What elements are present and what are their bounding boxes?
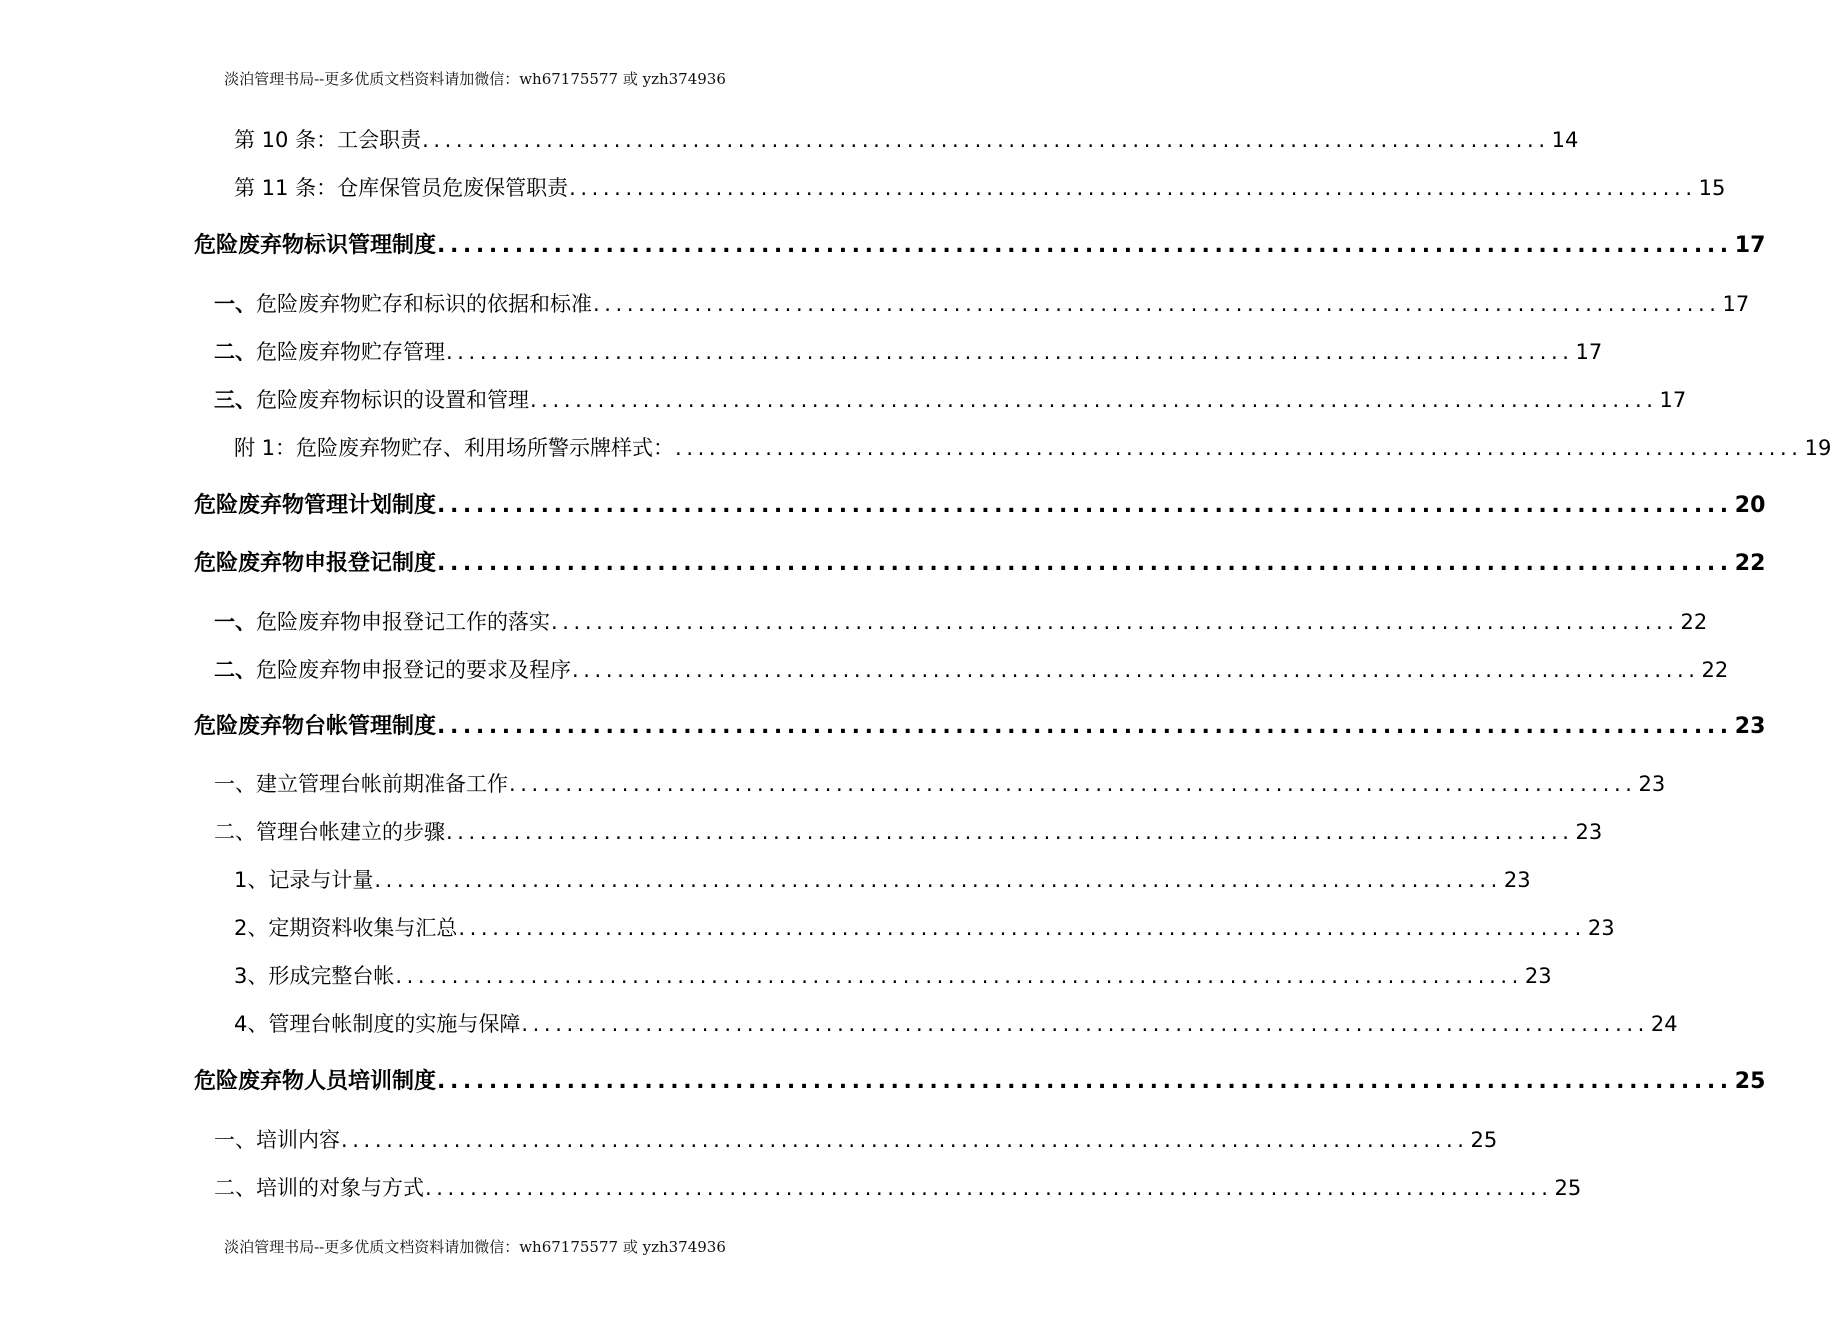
toc-entry-page: 25 xyxy=(1470,1128,1498,1152)
toc-dot-leader: .................................................................................................... xyxy=(593,292,1721,316)
toc-entry-title: 2、定期资料收集与汇总 xyxy=(234,916,458,940)
toc-chapter-page: 17 xyxy=(1734,233,1766,258)
toc-entry-title: 二、危险废弃物贮存管理 xyxy=(214,340,445,364)
toc-entry-title: 一、危险废弃物申报登记工作的落实 xyxy=(214,610,550,634)
toc-dot-leader: .................................................................................................... xyxy=(458,916,1586,940)
toc-chapter[interactable] xyxy=(194,1066,1766,1098)
toc-entry-title: 第 11 条：仓库保管员危废保管职责 xyxy=(234,176,569,200)
toc-entry[interactable] xyxy=(214,384,1687,416)
toc-chapter-title: 危险废弃物台帐管理制度 xyxy=(194,714,437,739)
toc-entry[interactable] xyxy=(234,1008,1678,1040)
page-footer: 淡泊管理书局--更多优质文档资料请加微信：wh67175577 或 yzh374936 xyxy=(224,1238,726,1256)
toc-entry-page: 17 xyxy=(1722,292,1750,316)
toc-entry-title: 附 1：危险废弃物贮存、利用场所警示牌样式： xyxy=(234,436,675,460)
toc-entry-title: 1、记录与计量 xyxy=(234,868,374,892)
toc-dot-leader: .................................................................................................... xyxy=(437,551,1733,576)
toc-entry-number: 三、 xyxy=(214,388,256,412)
toc-entry[interactable] xyxy=(214,816,1603,848)
toc-dot-leader: .................................................................................................... xyxy=(572,658,1700,682)
toc-entry-page: 23 xyxy=(1575,820,1603,844)
toc-entry-page: 22 xyxy=(1680,610,1708,634)
toc-chapter[interactable] xyxy=(194,548,1766,580)
toc-entry-title: 第 10 条：工会职责 xyxy=(234,128,422,152)
toc-chapter[interactable] xyxy=(194,230,1766,262)
toc-entry-title: 二、危险废弃物申报登记的要求及程序 xyxy=(214,658,571,682)
toc-entry-number: 一、 xyxy=(214,610,256,634)
toc-entry[interactable] xyxy=(214,654,1729,686)
toc-entry-title: 一、培训内容 xyxy=(214,1128,340,1152)
toc-entry-page: 23 xyxy=(1503,868,1531,892)
toc-dot-leader: .................................................................................................... xyxy=(569,176,1697,200)
toc-dot-leader: .................................................................................................... xyxy=(521,1012,1649,1036)
toc-entry-title: 二、培训的对象与方式 xyxy=(214,1176,424,1200)
toc-dot-leader: .................................................................................................... xyxy=(437,1069,1733,1094)
toc-dot-leader: .................................................................................................... xyxy=(374,868,1502,892)
toc-chapter-title: 危险废弃物申报登记制度 xyxy=(194,551,437,576)
page-header: 淡泊管理书局--更多优质文档资料请加微信：wh67175577 或 yzh374936 xyxy=(224,70,726,88)
toc-chapter-page: 22 xyxy=(1734,551,1766,576)
toc-entry[interactable] xyxy=(234,864,1531,896)
toc-entry[interactable] xyxy=(214,1124,1498,1156)
toc-entry-page: 14 xyxy=(1551,128,1579,152)
toc-entry-page: 17 xyxy=(1659,388,1687,412)
toc-entry[interactable] xyxy=(234,172,1726,204)
toc-dot-leader: .................................................................................................... xyxy=(422,128,1550,152)
toc-chapter-page: 25 xyxy=(1734,1069,1766,1094)
toc-entry-number: 二、 xyxy=(214,658,256,682)
toc-chapter-title: 危险废弃物管理计划制度 xyxy=(194,493,437,518)
toc-entry-page: 22 xyxy=(1701,658,1729,682)
toc-dot-leader: .................................................................................................... xyxy=(675,436,1803,460)
toc-chapter-title: 危险废弃物人员培训制度 xyxy=(194,1069,437,1094)
toc-chapter-title: 危险废弃物标识管理制度 xyxy=(194,233,437,258)
toc-entry[interactable] xyxy=(214,288,1750,320)
toc-dot-leader: .................................................................................................... xyxy=(551,610,1679,634)
toc-entry-page: 24 xyxy=(1650,1012,1678,1036)
toc-dot-leader: .................................................................................................... xyxy=(530,388,1658,412)
toc-entry-title: 一、危险废弃物贮存和标识的依据和标准 xyxy=(214,292,592,316)
toc-entry[interactable] xyxy=(214,768,1666,800)
toc-dot-leader: .................................................................................................... xyxy=(437,233,1733,258)
toc-entry[interactable] xyxy=(214,336,1603,368)
toc-entry[interactable] xyxy=(214,1172,1582,1204)
toc-chapter[interactable] xyxy=(194,711,1766,743)
toc-chapter-page: 23 xyxy=(1734,714,1766,739)
toc-entry-title: 4、管理台帐制度的实施与保障 xyxy=(234,1012,521,1036)
toc-entry-page: 19 xyxy=(1804,436,1831,460)
toc-entry[interactable] xyxy=(234,124,1579,156)
toc-entry-page: 23 xyxy=(1638,772,1666,796)
toc-entry-page: 15 xyxy=(1698,176,1726,200)
toc-dot-leader: .................................................................................................... xyxy=(341,1128,1469,1152)
toc-entry-page: 23 xyxy=(1524,964,1552,988)
toc-dot-leader: .................................................................................................... xyxy=(437,714,1733,739)
toc-dot-leader: .................................................................................................... xyxy=(437,493,1733,518)
toc-chapter-page: 20 xyxy=(1734,493,1766,518)
toc-entry-number: 一、 xyxy=(214,292,256,316)
toc-entry-page: 17 xyxy=(1575,340,1603,364)
toc-dot-leader: .................................................................................................... xyxy=(425,1176,1553,1200)
toc-entry-title: 三、危险废弃物标识的设置和管理 xyxy=(214,388,529,412)
toc-entry-title: 一、建立管理台帐前期准备工作 xyxy=(214,772,508,796)
toc-entry-title: 3、形成完整台帐 xyxy=(234,964,395,988)
toc-entry[interactable] xyxy=(214,606,1708,638)
toc-dot-leader: .................................................................................................... xyxy=(446,340,1574,364)
toc-entry[interactable] xyxy=(234,912,1615,944)
toc-chapter[interactable] xyxy=(194,490,1766,522)
toc-entry[interactable] xyxy=(234,960,1552,992)
toc-dot-leader: .................................................................................................... xyxy=(446,820,1574,844)
toc-entry[interactable] xyxy=(234,432,1831,464)
toc-dot-leader: .................................................................................................... xyxy=(395,964,1523,988)
toc-entry-number: 二、 xyxy=(214,340,256,364)
toc-entry-page: 23 xyxy=(1587,916,1615,940)
toc-entry-title: 二、管理台帐建立的步骤 xyxy=(214,820,445,844)
toc-entry-page: 25 xyxy=(1554,1176,1582,1200)
toc-dot-leader: .................................................................................................... xyxy=(509,772,1637,796)
